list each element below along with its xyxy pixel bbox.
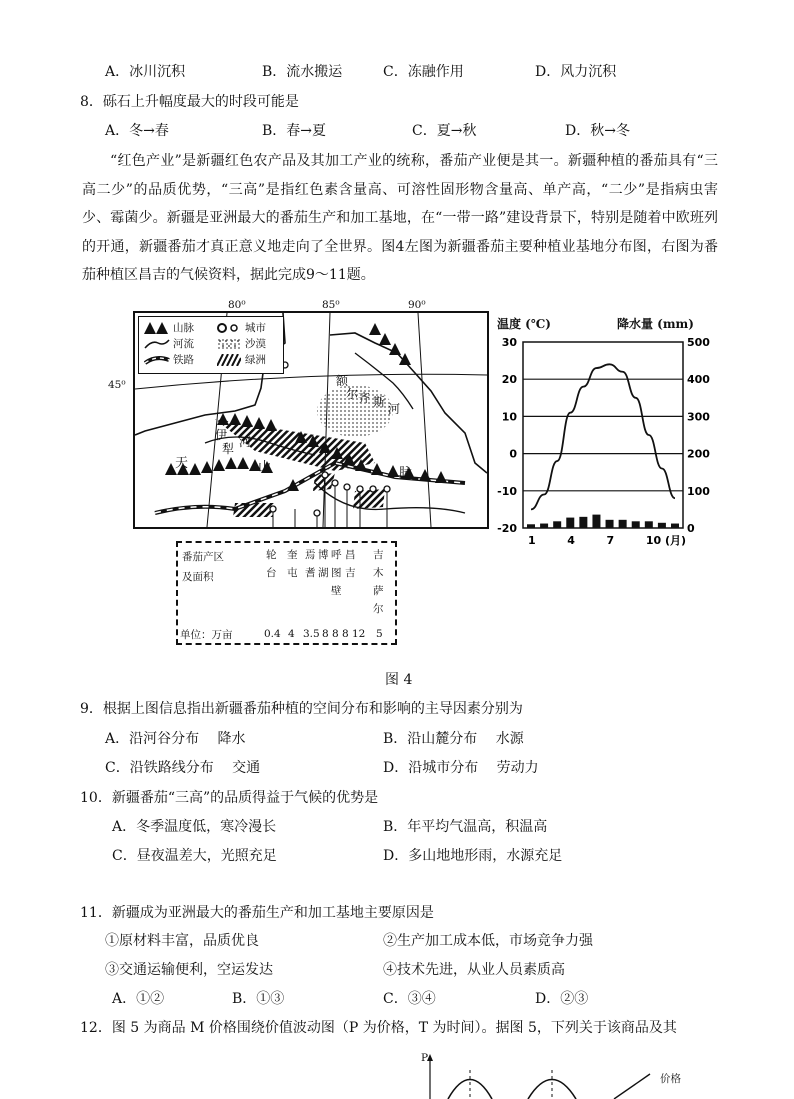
q11-item-3: ③交通运输便利，空运发达 <box>105 962 273 978</box>
legend-river: 河流 <box>173 338 194 350</box>
precip-bar <box>645 521 653 528</box>
region-kuitun <box>287 546 298 582</box>
reading-passage: “红色产业”是新疆红色农产品及其加工产业的统称，番茄产业便是其一。新疆种植的番茄具有“三高二少”的品质优势，“三高”是指红色素含量高、可溶性固形物含量高、单产高，“二少”是指病虫害少、霉菌少。新疆是亚洲最大的番茄生产和加工基地，在“一带一路”建设背景下，特别是随着中欧班列的开通，新疆番茄才真正意义地走向了全世界。图4左图为新疆番茄主要种植业基地分布图，右图为番茄种植区昌吉的气候资料，据此完成9～11题。 <box>82 153 718 283</box>
table-header-line2: 及面积 <box>182 571 214 583</box>
region-char: 焉 <box>305 549 316 561</box>
legend-city: 城市 <box>245 322 266 334</box>
q11-option-c: C．③④ <box>383 991 436 1007</box>
temp-tick-label: -10 <box>497 484 517 498</box>
lon-label-80: 80⁰ <box>228 299 246 311</box>
value-luntai: 0.4 <box>264 628 281 640</box>
legend-railway: 铁路 <box>173 354 194 366</box>
value-hutubi-b: 8 <box>342 628 349 640</box>
precip-bar <box>592 515 600 528</box>
region-char: 耆 <box>305 567 316 579</box>
region-luntai <box>266 546 277 582</box>
figure5-price-label: 价格 <box>660 1073 681 1085</box>
region-jimusaer <box>373 546 384 618</box>
value-changji: 12 <box>352 628 366 640</box>
precip-tick-label: 0 <box>687 522 695 535</box>
precip-bar <box>671 524 679 528</box>
lon-label-85: 85⁰ <box>322 299 340 311</box>
oasis-icon <box>217 354 241 366</box>
q7-option-a: A．冰川沉积 <box>105 64 186 80</box>
temperature-line <box>531 364 675 509</box>
q9-option-a: A．沿河谷分布 降水 <box>105 731 246 747</box>
q9-option-c: C．沿铁路线分布 交通 <box>105 760 261 776</box>
value-bohu: 8 <box>322 628 329 640</box>
region-char: 昌 <box>345 549 356 561</box>
precip-tick-label: 200 <box>687 447 710 461</box>
region-char: 木 <box>373 567 384 579</box>
temp-tick-label: 10 <box>501 410 517 424</box>
precip-tick-label: 500 <box>687 336 710 349</box>
q10-option-b: B．年平均气温高，积温高 <box>383 819 548 835</box>
temp-tick-label: -20 <box>497 522 517 535</box>
q8-stem: 8．砾石上升幅度最大的时段可能是 <box>80 94 299 110</box>
temp-tick-label: 20 <box>501 373 517 387</box>
q8-option-d: D．秋→冬 <box>565 123 630 139</box>
q11-option-d: D．②③ <box>535 991 589 1007</box>
figure5-p-label: P <box>421 1052 429 1064</box>
map-label-he2: 河 <box>388 402 401 416</box>
value-yanqi: 3.5 <box>303 628 320 640</box>
q10-option-d: D．多山地地形雨，水源充足 <box>383 848 563 864</box>
map-label-e: 额 <box>336 374 349 388</box>
chart-temp-title: 温度 (℃) <box>497 317 551 331</box>
region-char: 奎 <box>287 549 298 561</box>
figure-caption: 图 4 <box>385 672 413 688</box>
region-char: 台 <box>266 567 277 579</box>
river-icon <box>144 338 170 350</box>
region-changji <box>345 546 356 582</box>
region-bohu <box>318 546 329 582</box>
precip-bar <box>579 517 587 528</box>
q7-option-c: C．冻融作用 <box>383 64 464 80</box>
region-char: 吉 <box>345 567 356 579</box>
table-unit-label: 单位：万亩 <box>180 629 233 641</box>
desert-icon <box>217 338 241 350</box>
precip-bar <box>632 521 640 528</box>
chart-precip-title: 降水量 (mm) <box>617 317 694 331</box>
q8-option-a: A．冬→春 <box>105 123 169 139</box>
precip-bar <box>566 518 574 528</box>
q7-option-d: D．风力沉积 <box>535 64 617 80</box>
region-char: 博 <box>318 549 329 561</box>
map-label-shan: 山 <box>258 460 272 475</box>
precip-bar <box>553 521 561 528</box>
q7-option-b: B．流水搬运 <box>262 64 343 80</box>
q10-option-c: C．昼夜温差大，光照充足 <box>112 848 277 864</box>
q11-option-a: A．①② <box>112 991 165 1007</box>
table-header-line1: 番茄产区 <box>182 551 224 563</box>
legend-mountain: 山脉 <box>173 322 194 334</box>
q11-stem: 11．新疆成为亚洲最大的番茄生产和加工基地主要原因是 <box>80 905 434 921</box>
city-icon <box>217 322 241 334</box>
region-char: 吉 <box>373 549 384 561</box>
value-hutubi-a: 8 <box>332 628 339 640</box>
lat-label-45: 45⁰ <box>108 379 126 391</box>
q11-item-1: ①原材料丰富，品质优良 <box>105 933 259 949</box>
q9-stem: 9．根据上图信息指出新疆番茄种植的空间分布和影响的主导因素分别为 <box>80 701 523 717</box>
map-label-li: 犁 <box>222 442 235 456</box>
lon-label-90: 90⁰ <box>408 299 426 311</box>
q8-option-c: C．夏→秋 <box>412 123 477 139</box>
month-tick-label: 7 <box>606 534 615 547</box>
q10-option-a: A．冬季温度低，寒冷漫长 <box>112 819 277 835</box>
legend-desert: 沙漠 <box>245 338 266 350</box>
precip-bar <box>619 520 627 528</box>
precip-bar <box>658 523 666 528</box>
q11-option-b: B．①③ <box>232 991 285 1007</box>
precip-bar <box>540 524 548 528</box>
value-jimusaer: 5 <box>376 628 383 640</box>
region-char: 图 <box>331 567 342 579</box>
map-label-mai: 脉 <box>399 466 413 481</box>
region-char: 尔 <box>373 603 384 615</box>
region-char: 呼 <box>331 549 342 561</box>
region-char: 壁 <box>331 585 342 597</box>
region-char: 屯 <box>287 567 298 579</box>
map-label-si: 斯 <box>373 395 386 409</box>
precip-tick-label: 400 <box>687 373 710 387</box>
q9-option-b: B．沿山麓分布 水源 <box>383 731 524 747</box>
q11-item-2: ②生产加工成本低，市场竞争力强 <box>383 933 593 949</box>
month-tick-label: 10 (月) <box>645 534 687 547</box>
temp-tick-label: 0 <box>509 447 517 461</box>
q8-option-b: B．春→夏 <box>262 123 327 139</box>
month-tick-label: 4 <box>567 534 575 547</box>
railway-icon <box>144 354 170 366</box>
chart-frame <box>523 342 683 528</box>
precip-bar <box>606 520 614 528</box>
temp-tick-label: 30 <box>501 336 517 349</box>
precip-bar <box>527 524 535 528</box>
q9-option-d: D．沿城市分布 劳动力 <box>383 760 539 776</box>
precip-tick-label: 300 <box>687 410 710 424</box>
map-label-er: 尔 <box>346 387 359 401</box>
region-yanqi <box>305 546 316 582</box>
q12-stem: 12．图 5 为商品 M 价格围绕价值波动图（P 为价格，T 为时间）。据图 5，下列关于该商品及其 <box>80 1020 677 1036</box>
map-label-yi: 伊 <box>215 428 228 442</box>
region-char: 萨 <box>373 585 384 597</box>
map-label-he: 河 <box>239 435 252 449</box>
q10-stem: 10．新疆番茄“三高”的品质得益于气候的优势是 <box>80 790 379 806</box>
month-tick-label: 1 <box>528 534 536 547</box>
map-legend <box>138 316 284 374</box>
q11-item-4: ④技术先进，从业人员素质高 <box>383 962 565 978</box>
climate-chart <box>495 330 720 552</box>
mountain-icon <box>144 321 170 335</box>
region-hutubi <box>331 546 342 600</box>
precip-tick-label: 100 <box>687 484 710 498</box>
figure5-partial <box>418 1052 678 1099</box>
legend-oasis: 绿洲 <box>245 354 266 366</box>
map-label-qi: 齐 <box>358 391 371 405</box>
map-label-tian: 天 <box>175 456 189 471</box>
region-char: 湖 <box>318 567 329 579</box>
region-char: 轮 <box>266 549 277 561</box>
value-kuitun: 4 <box>288 628 295 640</box>
